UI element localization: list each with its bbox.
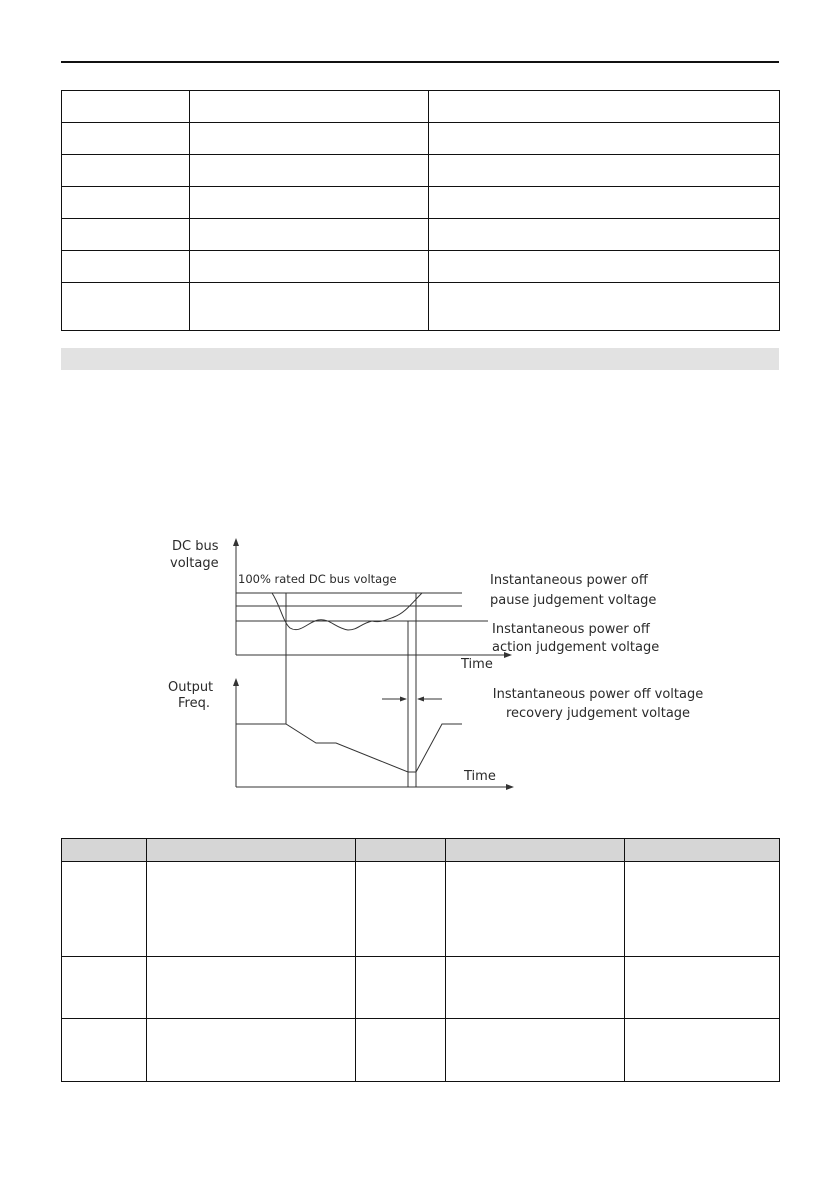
section-header-band <box>61 348 779 370</box>
action-voltage-label-line1: Instantaneous power off <box>492 622 650 637</box>
rated-voltage-label: 100% rated DC bus voltage <box>238 572 397 586</box>
timing-diagram-svg <box>150 530 750 800</box>
parameter-table-top <box>61 90 780 331</box>
recovery-voltage-label-line1: Instantaneous power off voltage <box>492 687 704 702</box>
interval-arrowhead-left <box>400 697 407 702</box>
time-label-bottom: Time <box>464 769 496 784</box>
voltage-axis-label-line1: DC bus <box>172 539 219 554</box>
parameter-table-bottom <box>61 838 780 1082</box>
table-row <box>62 123 780 155</box>
action-voltage-label-line2: action judgement voltage <box>492 640 660 655</box>
bus-voltage-curve <box>236 593 460 630</box>
table-row <box>62 957 780 1019</box>
table-row <box>62 283 780 331</box>
recovery-voltage-label-line2: recovery judgement voltage <box>505 706 691 721</box>
voltage-axis-arrowhead <box>233 538 239 546</box>
table-row <box>62 251 780 283</box>
table-row <box>62 187 780 219</box>
table-row <box>62 91 780 123</box>
pause-voltage-label-line1: Instantaneous power off <box>490 573 648 588</box>
output-frequency-curve <box>236 724 462 772</box>
time-label-top: Time <box>461 657 493 672</box>
frequency-axis-arrowhead <box>233 678 239 686</box>
interval-arrowhead-right <box>417 697 424 702</box>
frequency-axis-label-line2: Freq. <box>178 696 210 711</box>
table-row <box>62 862 780 957</box>
pause-voltage-label-line2: pause judgement voltage <box>490 593 657 608</box>
table-row <box>62 155 780 187</box>
header-rule <box>61 61 779 63</box>
table-row <box>62 1019 780 1082</box>
table-header-row <box>62 839 780 862</box>
frequency-axis-label-line1: Output <box>168 680 214 695</box>
power-off-timing-diagram <box>150 530 750 804</box>
time-axis-bottom-arrowhead <box>506 784 514 790</box>
voltage-axis-label-line2: voltage <box>170 556 219 571</box>
table-row <box>62 219 780 251</box>
